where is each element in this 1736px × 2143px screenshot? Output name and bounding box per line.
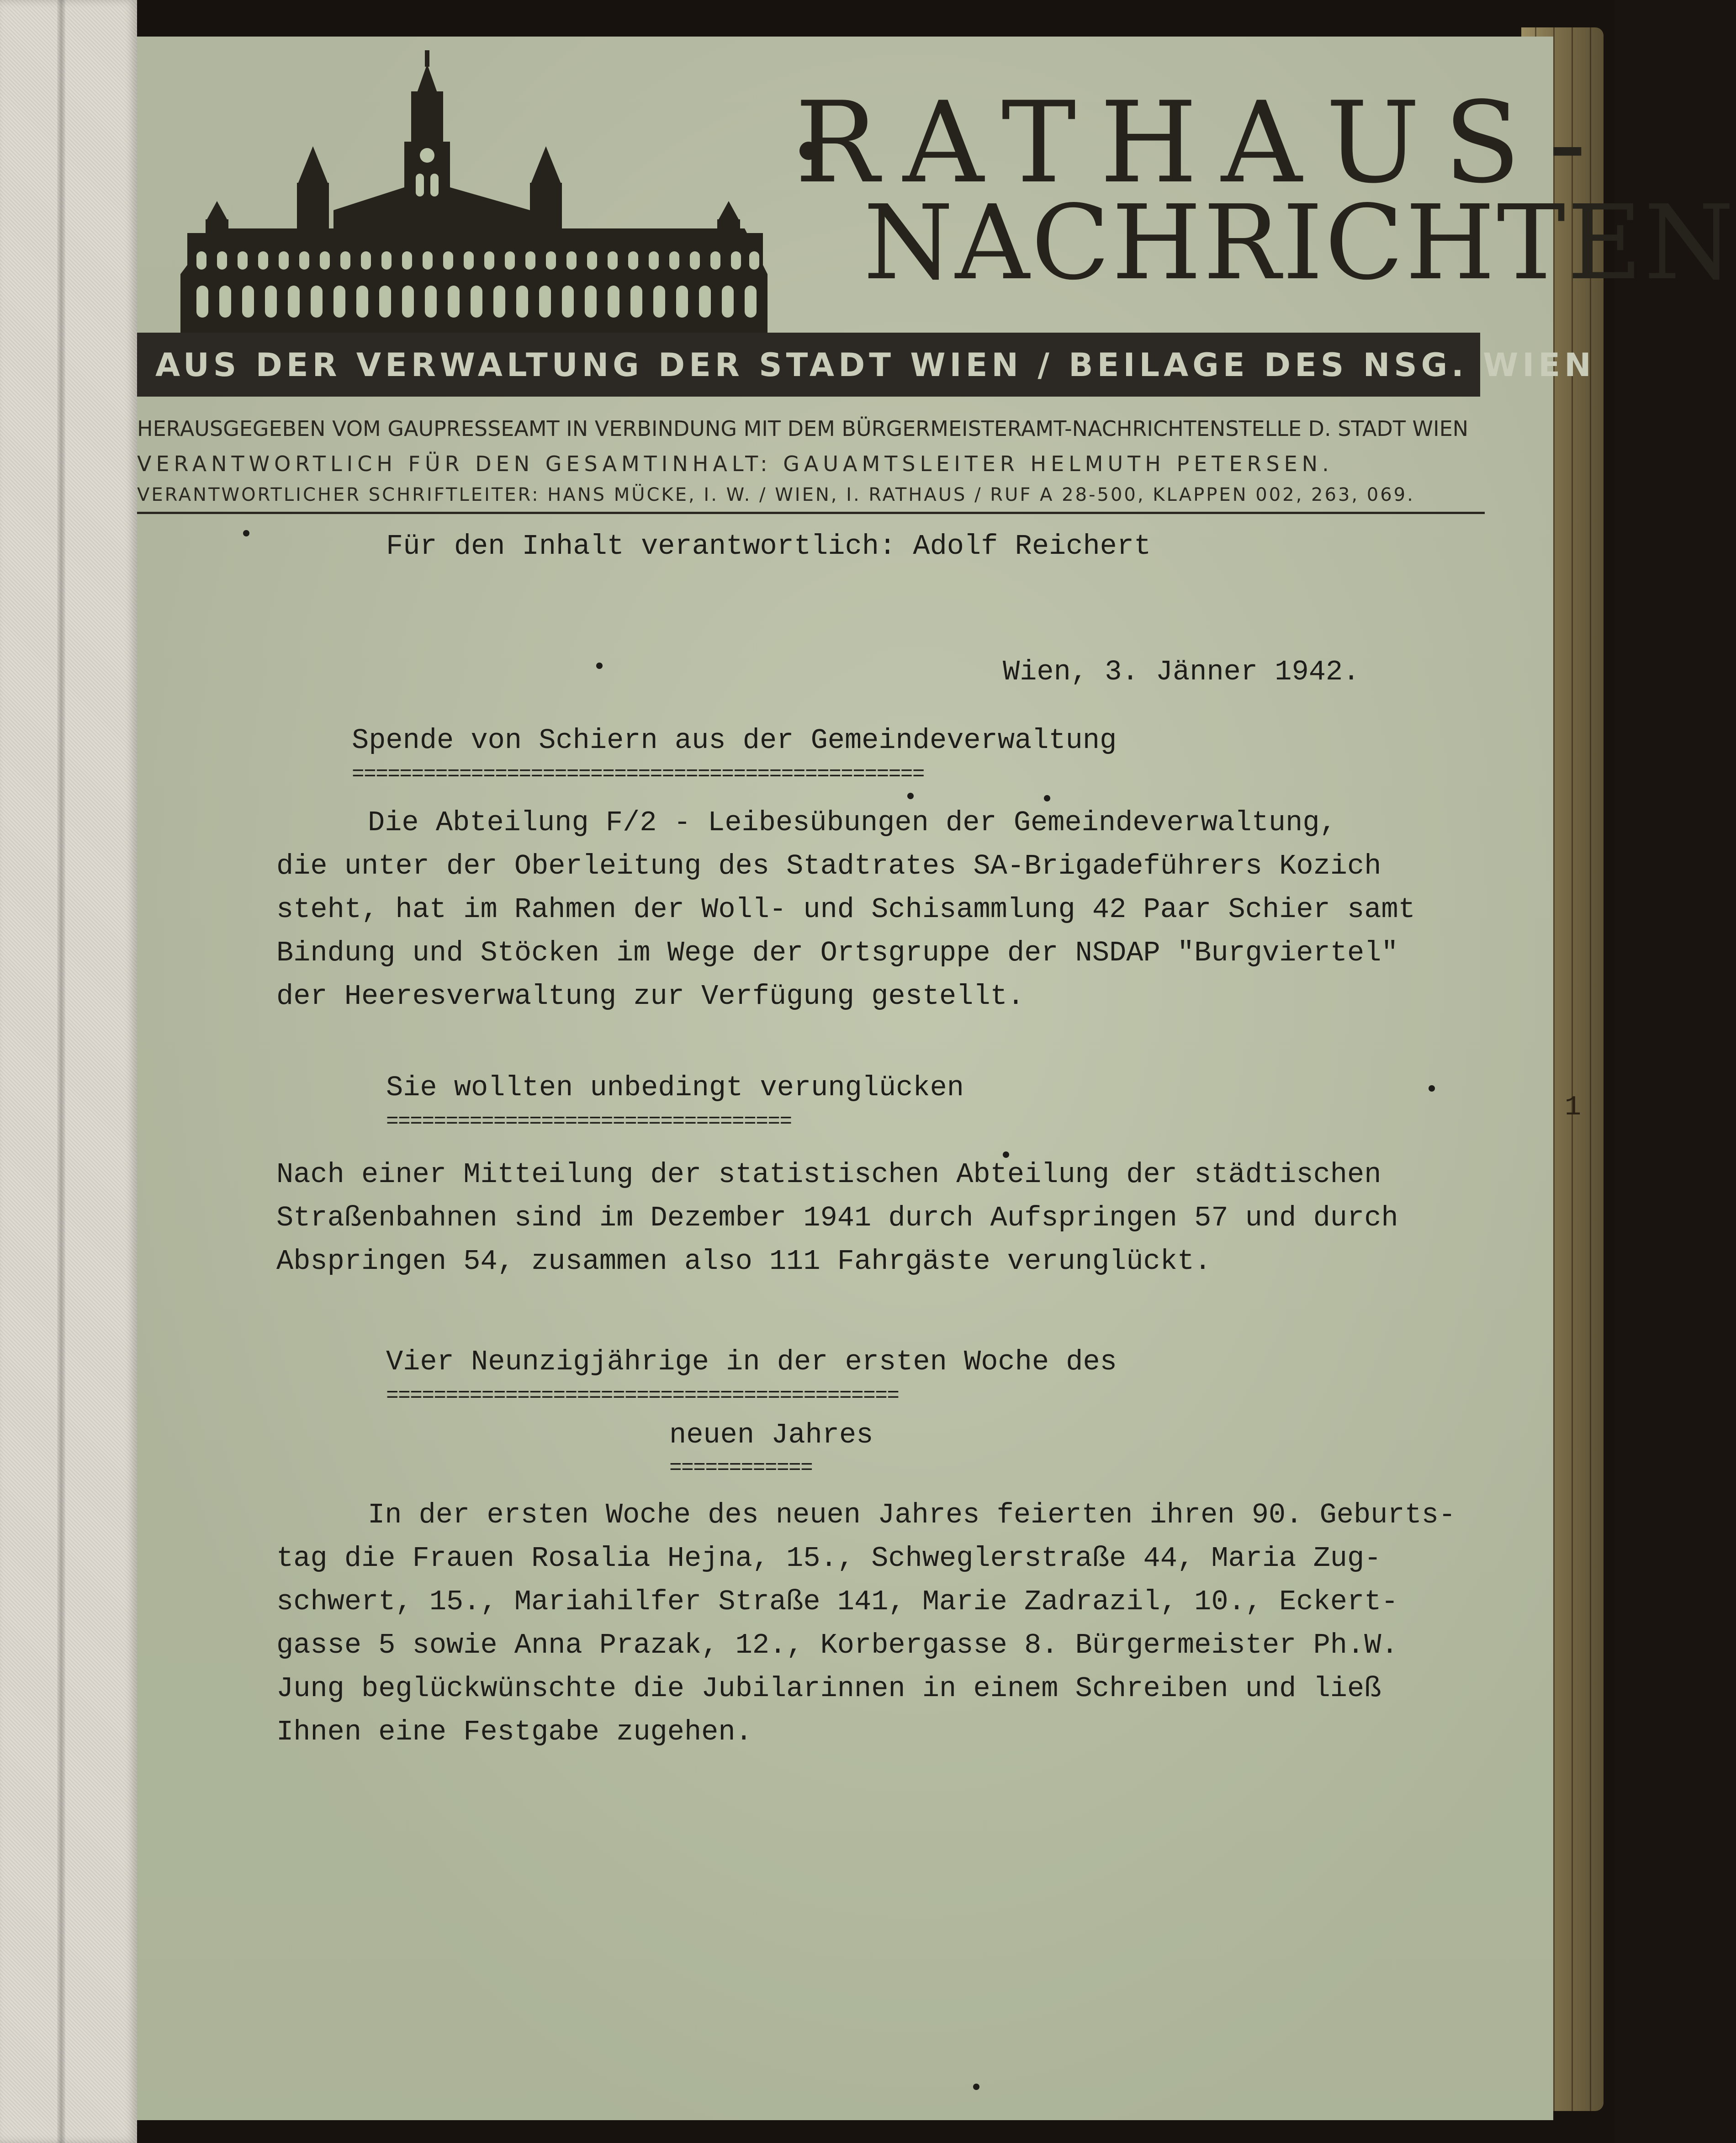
responsible-editor-line: Für den Inhalt verantwortlich: Adolf Reichert [386,530,1151,562]
dateline: Wien, 3. Jänner 1942. [1003,656,1360,688]
ink-speck [1429,1085,1435,1092]
article-3-line: In der ersten Woche des neuen Jahres feierten ihren 90. Geburts- [368,1499,1456,1531]
ink-speck [973,2084,979,2090]
masthead-banner [137,333,1595,397]
ink-speck [1003,1151,1009,1158]
article-2-line: Straßenbahnen sind im Dezember 1941 durch Aufspringen 57 und durch [276,1202,1398,1234]
imprint-line-1: HERAUSGEGEBEN VOM GAUPRESSEAMT IN VERBINDUNG MIT DEM BÜRGERMEISTERAMT-NACHRICHTENSTELLE D. STADT WIEN [137,416,1469,441]
ink-speck [907,793,914,799]
article-3-line: Jung beglückwünschte die Jubilarinnen in einem Schreiben und ließ [276,1672,1381,1705]
article-1-line: Bindung und Stöcken im Wege der Ortsgruppe der NSDAP "Burgviertel" [276,937,1398,969]
article-3-line: schwert, 15., Mariahilfer Straße 141, Marie Zadrazil, 10., Eckert- [276,1586,1398,1618]
imprint-line-2: VERANTWORTLICH FÜR DEN GESAMTINHALT: GAUAMTSLEITER HELMUTH PETERSEN. [137,451,1334,476]
article-2-line: Abspringen 54, zusammen also 111 Fahrgäste verunglückt. [276,1245,1212,1278]
article-3-line: tag die Frauen Rosalia Hejna, 15., Schweglerstraße 44, Maria Zug- [276,1542,1381,1575]
article-1-line: steht, hat im Rahmen der Woll- und Schisammlung 42 Paar Schier samt [276,893,1415,926]
imprint-line-3: VERANTWORTLICHER SCHRIFTLEITER: HANS MÜCKE, I. W. / WIEN, I. RATHAUS / RUF A 28-500, KLAPPEN 002, 263, 069. [137,484,1415,505]
article-3-underline: =========================================== [386,1384,899,1408]
article-2-underline: ================================== [386,1110,792,1134]
article-3-heading: Vier Neunzigjährige in der ersten Woche des [386,1346,1117,1378]
article-1-underline: ================================================ [352,763,925,786]
margin-mark: 1 [1565,1092,1582,1123]
article-1-line: Die Abteilung F/2 - Leibesübungen der Gemeindeverwaltung, [368,806,1337,839]
banner-text: AUS DER VERWALTUNG DER STADT WIEN / BEILAGE DES NSG. WIEN [155,346,1595,384]
binding-fold [57,0,65,2143]
ink-speck [243,530,249,536]
article-3-line: Ihnen eine Festgabe zugehen. [276,1716,752,1748]
document-page [137,37,1736,2120]
article-1-line: die unter der Oberleitung des Stadtrates SA-Brigadeführers Kozich [276,850,1381,882]
ink-speck [1044,795,1050,801]
article-1-heading: Spende von Schiern aus der Gemeindeverwaltung [352,724,1117,757]
masthead-rule [137,512,1485,514]
ink-speck [596,663,603,669]
town-hall-illustration [137,37,868,356]
article-3-heading-cont: neuen Jahres [669,1419,873,1451]
article-1-line: der Heeresverwaltung zur Verfügung gestellt. [276,980,1025,1013]
article-3-line: gasse 5 sowie Anna Prazak, 12., Korbergasse 8. Bürgermeister Ph.W. [276,1629,1398,1661]
cloth-binding-strip [0,0,137,2143]
article-2-heading: Sie wollten unbedingt verunglücken [386,1072,964,1104]
masthead-title-line2: NACHRICHTEN [863,183,1736,303]
article-3-underline-cont: ============ [669,1456,813,1480]
article-2-line: Nach einer Mitteilung der statistischen Abteilung der städtischen [276,1158,1381,1191]
masthead-title-line1: RATHAUS- [795,78,1610,208]
